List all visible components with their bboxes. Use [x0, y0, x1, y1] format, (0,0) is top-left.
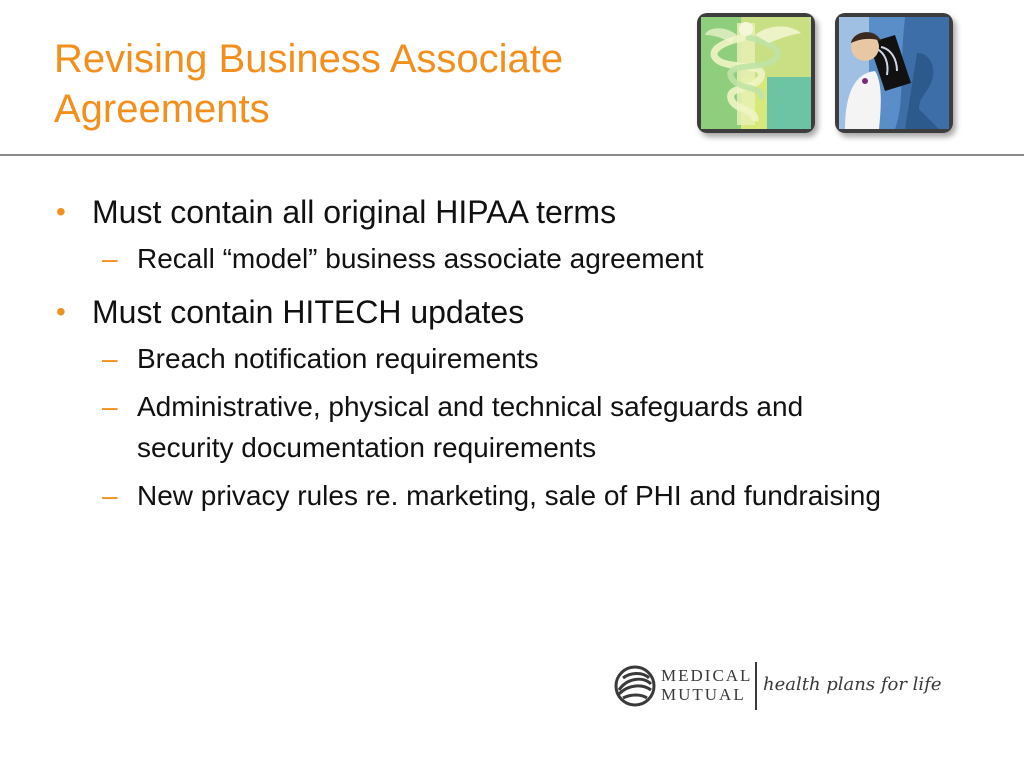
sub-bullet-text: New privacy rules re. marketing, sale of PHI and fundraising — [137, 480, 881, 511]
sub-bullet-text: Recall “model” business associate agreement — [137, 243, 704, 274]
title-line-2: Agreements — [54, 87, 270, 131]
bullet-item — [54, 192, 934, 232]
bullet-text: Must contain all original HIPAA terms — [92, 194, 617, 230]
medical-mutual-logo-icon — [613, 664, 657, 708]
doctor-xray-image — [835, 13, 953, 133]
title-divider — [0, 154, 1024, 156]
bullet-dot-icon: • — [56, 196, 66, 227]
sub-bullet-dash-icon: – — [102, 391, 118, 422]
sub-bullet-dash-icon: – — [102, 343, 118, 374]
logo-line-2: MUTUAL — [661, 685, 746, 704]
slide-title — [54, 34, 694, 134]
sub-bullet-item — [54, 475, 902, 516]
sub-bullet-item — [54, 238, 902, 279]
sub-bullet-text: Breach notification requirements — [137, 343, 539, 374]
bullet-item — [54, 292, 934, 332]
title-line-1: Revising Business Associate — [54, 37, 564, 81]
logo-tagline: health plans for life — [763, 674, 942, 695]
sub-bullet-dash-icon: – — [102, 243, 118, 274]
sub-bullet-dash-icon: – — [102, 480, 118, 511]
doctor-xray-icon — [835, 13, 953, 133]
sub-bullet-item — [54, 386, 902, 468]
sub-bullet-text: Administrative, physical and technical safeguards and security documentation requirements — [137, 391, 804, 463]
logo-divider — [755, 662, 757, 710]
bullet-dot-icon: • — [56, 296, 66, 327]
caduceus-image — [697, 13, 815, 133]
medical-mutual-logo — [613, 660, 942, 712]
logo-wordmark — [661, 666, 752, 704]
sub-bullet-item — [54, 338, 902, 379]
slide-body — [54, 192, 934, 523]
logo-line-1: MEDICAL — [661, 666, 753, 685]
bullet-text: Must contain HITECH updates — [92, 294, 525, 330]
caduceus-icon — [697, 13, 815, 133]
